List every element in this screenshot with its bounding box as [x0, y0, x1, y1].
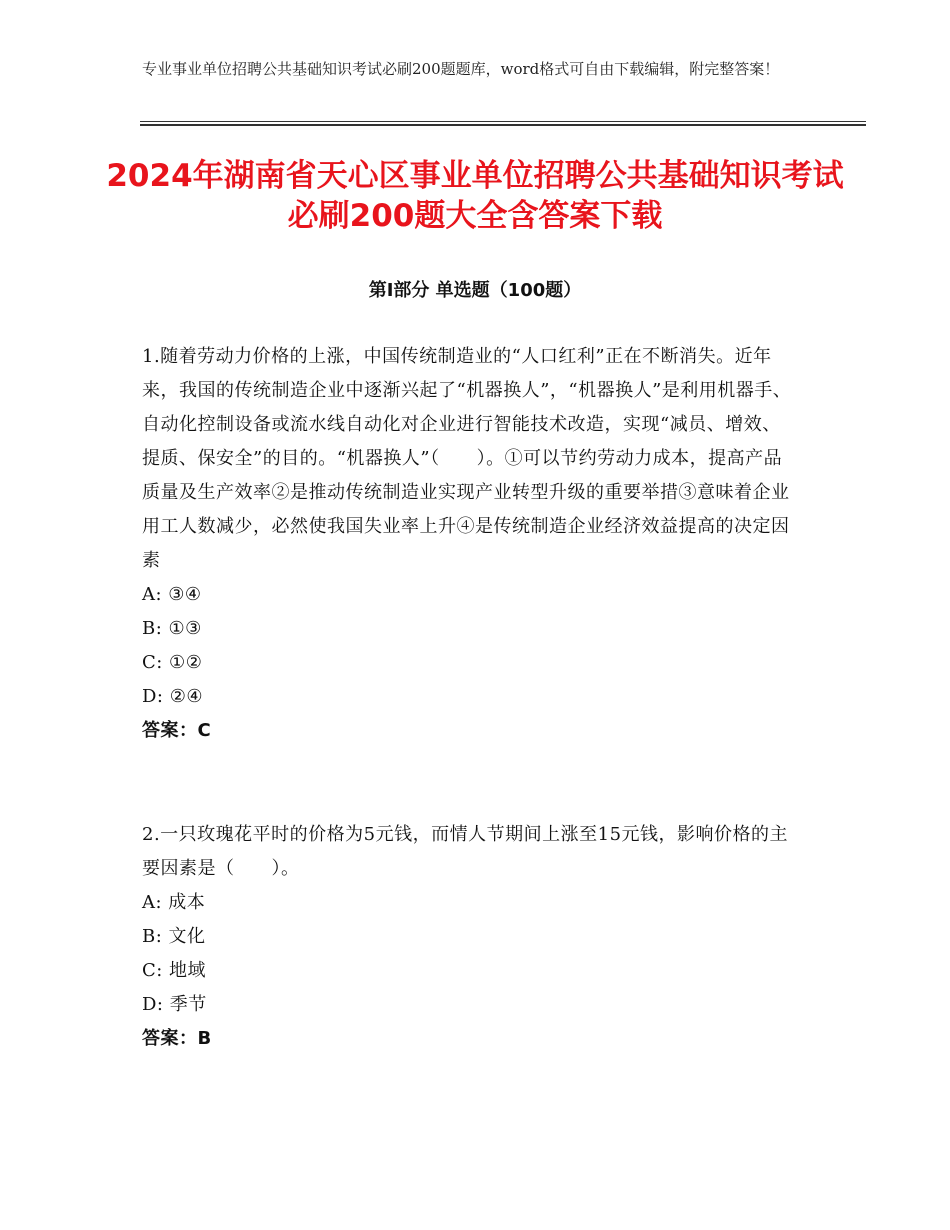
option-a: A: 成本	[142, 892, 206, 913]
question-2	[142, 818, 798, 1056]
option-c: C: ①②	[142, 652, 203, 673]
section-heading: 第Ⅰ部分 单选题（100题）	[368, 280, 582, 301]
question-1	[142, 340, 798, 748]
answer: 答案：C	[142, 720, 212, 741]
option-b: B: 文化	[142, 926, 206, 947]
option-a: A: ③④	[142, 584, 202, 605]
question-stem: 2.一只玫瑰花平时的价格为5元钱，而情人节期间上涨至15元钱，影响价格的主要因素是（ ）。	[142, 824, 789, 879]
answer: 答案：B	[142, 1028, 212, 1049]
header-note: 专业事业单位招聘公共基础知识考试必刷200题题库，word格式可自由下载编辑，附完整答案！	[142, 60, 780, 78]
document-title: 2024年湖南省天心区事业单位招聘公共基础知识考试必刷200题大全含答案下载	[106, 158, 844, 234]
header-rule-thick	[140, 124, 866, 126]
option-d: D: ②④	[142, 686, 203, 707]
option-d: D: 季节	[142, 994, 207, 1015]
question-stem: 1.随着劳动力价格的上涨，中国传统制造业的“人口红利”正在不断消失。近年来，我国的传统制造企业中逐渐兴起了“机器换人”，“机器换人”是利用机器手、自动化控制设备或流水线自动化对企业进行智能技术改造，实现“减员、增效、提质、保安全”的目的。“机器换人”（ ）。①可以节约劳动力成本，提高产品质量及生产效率②是推动传统制造业实现产业转型升级的重要举措③意味着企业用工人数减少，必然使我国失业率上升④是传统制造企业经济效益提高的决定因素	[142, 346, 792, 571]
option-b: B: ①③	[142, 618, 202, 639]
option-c: C: 地域	[142, 960, 207, 981]
header-rule-thin	[140, 121, 866, 122]
